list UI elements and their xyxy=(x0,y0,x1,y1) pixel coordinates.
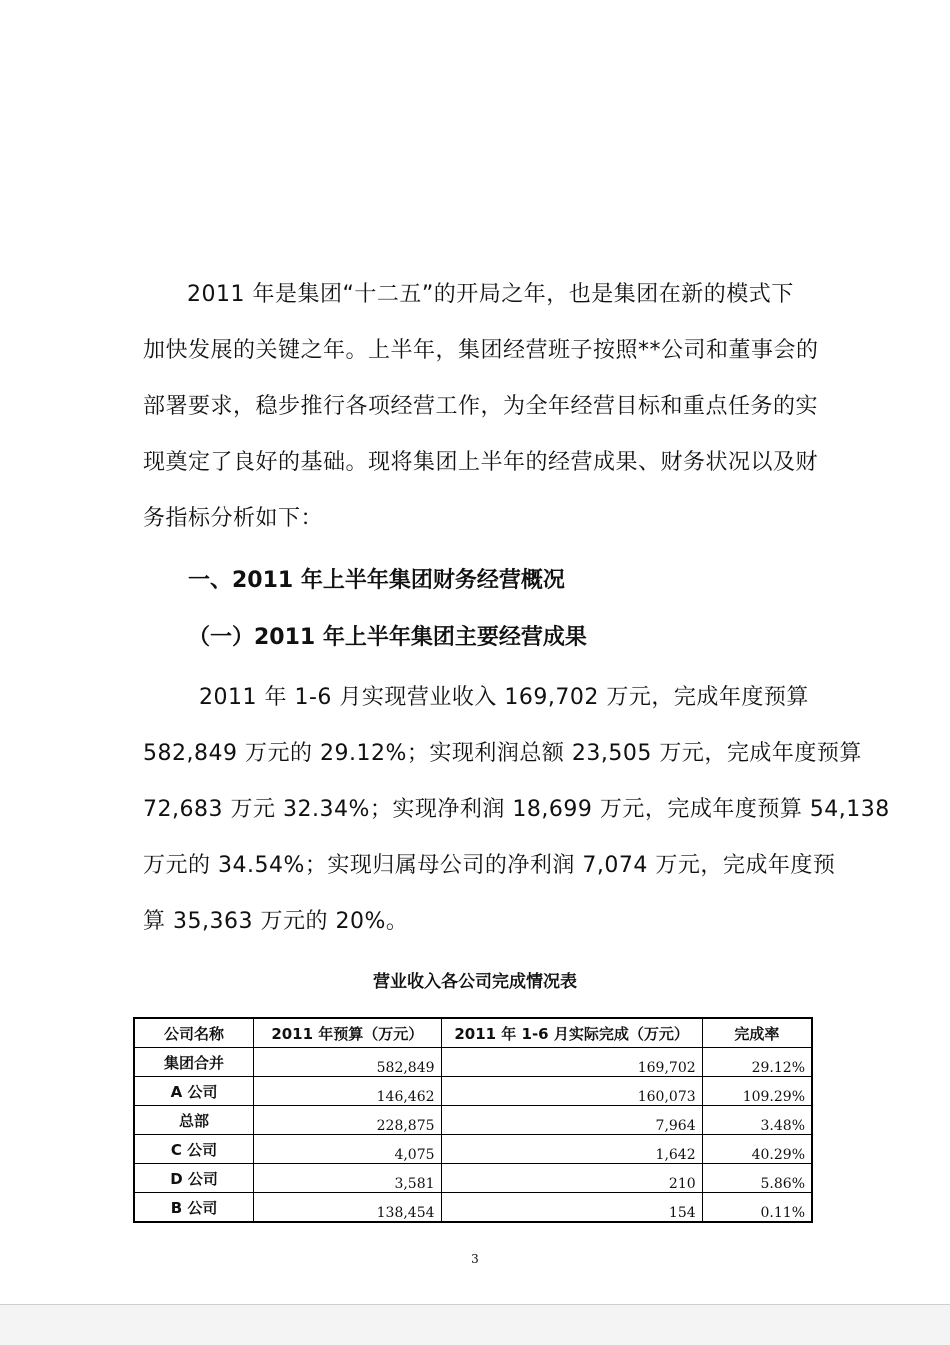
table-row xyxy=(134,1048,812,1077)
actual-cell: 210 xyxy=(441,1164,702,1193)
results-line: 582,849 万元的 29.12%；实现利润总额 23,505 万元，完成年度预算 xyxy=(143,741,862,766)
budget-cell: 4,075 xyxy=(254,1135,441,1164)
table-header-row xyxy=(134,1018,812,1048)
column-header: 2011 年预算（万元） xyxy=(254,1018,441,1048)
actual-cell: 7,964 xyxy=(441,1106,702,1135)
page-number: 3 xyxy=(471,1252,479,1266)
section-heading: 一、2011 年上半年集团财务经营概况 xyxy=(188,568,565,593)
intro-line: 现奠定了良好的基础。现将集团上半年的经营成果、财务状况以及财 xyxy=(143,450,819,475)
rate-cell: 0.11% xyxy=(702,1193,812,1223)
rate-cell: 5.86% xyxy=(702,1164,812,1193)
actual-cell: 160,073 xyxy=(441,1077,702,1106)
intro-line: 加快发展的关键之年。上半年，集团经营班子按照**公司和董事会的 xyxy=(143,338,819,363)
company-name-cell: 集团合并 xyxy=(134,1048,254,1077)
table-row xyxy=(134,1193,812,1223)
rate-cell: 29.12% xyxy=(702,1048,812,1077)
column-header: 完成率 xyxy=(702,1018,812,1048)
company-name-cell: 总部 xyxy=(134,1106,254,1135)
budget-cell: 3,581 xyxy=(254,1164,441,1193)
results-line: 算 35,363 万元的 20%。 xyxy=(143,909,409,934)
table-row xyxy=(134,1135,812,1164)
table-row xyxy=(134,1077,812,1106)
column-header: 2011 年 1-6 月实际完成（万元） xyxy=(441,1018,702,1048)
budget-cell: 146,462 xyxy=(254,1077,441,1106)
viewer-background xyxy=(0,1304,950,1345)
company-name-cell: C 公司 xyxy=(134,1135,254,1164)
budget-cell: 228,875 xyxy=(254,1106,441,1135)
company-name-cell: A 公司 xyxy=(134,1077,254,1106)
revenue-table xyxy=(133,1017,813,1223)
intro-line: 2011 年是集团“十二五”的开局之年，也是集团在新的模式下 xyxy=(187,282,794,307)
column-header: 公司名称 xyxy=(134,1018,254,1048)
rate-cell: 3.48% xyxy=(702,1106,812,1135)
results-line: 万元的 34.54%；实现归属母公司的净利润 7,074 万元，完成年度预 xyxy=(143,853,836,878)
company-name-cell: B 公司 xyxy=(134,1193,254,1223)
budget-cell: 138,454 xyxy=(254,1193,441,1223)
rate-cell: 40.29% xyxy=(702,1135,812,1164)
actual-cell: 169,702 xyxy=(441,1048,702,1077)
intro-paragraph xyxy=(143,267,819,547)
intro-line: 部署要求，稳步推行各项经营工作，为全年经营目标和重点任务的实 xyxy=(143,394,819,419)
rate-cell: 109.29% xyxy=(702,1077,812,1106)
intro-line: 务指标分析如下： xyxy=(143,506,324,531)
table-caption: 营业收入各公司完成情况表 xyxy=(373,972,577,992)
actual-cell: 154 xyxy=(441,1193,702,1223)
subsection-heading: （一）2011 年上半年集团主要经营成果 xyxy=(188,625,587,650)
results-paragraph xyxy=(143,670,890,950)
results-line: 72,683 万元 32.34%；实现净利润 18,699 万元，完成年度预算 54,138 xyxy=(143,797,890,822)
budget-cell: 582,849 xyxy=(254,1048,441,1077)
actual-cell: 1,642 xyxy=(441,1135,702,1164)
table-row xyxy=(134,1106,812,1135)
company-name-cell: D 公司 xyxy=(134,1164,254,1193)
table-row xyxy=(134,1164,812,1193)
results-line: 2011 年 1-6 月实现营业收入 169,702 万元，完成年度预算 xyxy=(199,685,809,710)
